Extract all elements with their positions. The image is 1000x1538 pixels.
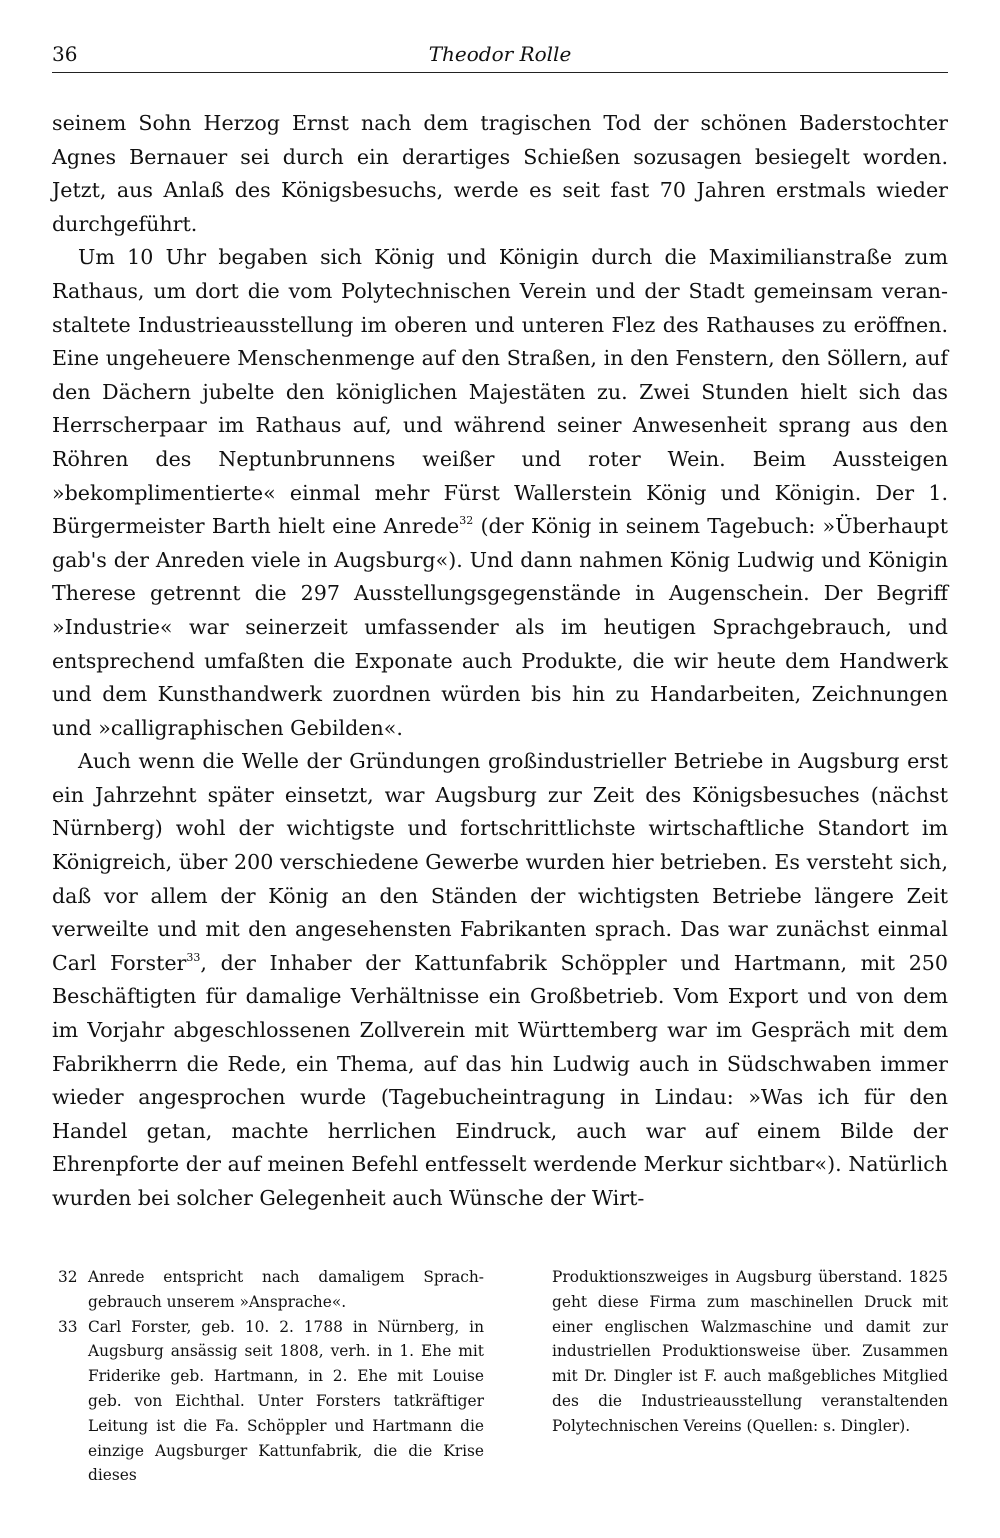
footnote <box>52 1315 484 1489</box>
footnote-continuation-text: Produktionszweiges in Augsburg überstand. 1825 geht diese Firma zum maschinellen Druck mit einer englischen Walzmaschine und damit zur industriellen Produktionsweise über. Zusammen mit Dr. Dingler ist F. auch maßgebliches Mitglied des die Industrieausstellung veranstaltenden Polytechnischen Vereins (Quellen: s. Dingler). <box>552 1268 948 1435</box>
paragraph-text: Auch wenn die Welle der Gründungen großindustrieller Betriebe in Augsburg erst ein Jahrzehnt später einsetzt, war Augsburg zur Zeit des Königsbesuches (nächst Nürnberg) wohl der wichtigste und fortschrittlichste wirtschaftliche Standort im Königreich, über 200 verschiedene Gewerbe wurden hier betrieben. Es versteht sich, daß vor allem der König an den Ständen der wichtigsten Betriebe längere Zeit verweilte und mit den angesehensten Fabrikanten sprach. Das war zunächst einmal Carl Forster <box>52 749 948 975</box>
footnotes <box>52 1265 948 1488</box>
footnote-number: 33 <box>58 1317 78 1336</box>
footnote-continuation <box>552 1265 948 1439</box>
page-number: 36 <box>52 42 78 66</box>
footnote-reference: 33 <box>186 950 201 964</box>
footnotes-right-column <box>552 1265 948 1488</box>
paragraph-text: (der König in seinem Tagebuch: »Überhaupt gab's der Anreden viele in Augsburg«). Und dann nahmen König Ludwig und Königin Therese getrennt die 297 Ausstellungsgegenstände in Augenschein. Der Begriff »Industrie« war seinerzeit umfassender als im heutigen Sprachgebrauch, und entsprechend umfaßten die Exponate auch Produkte, die wir heute dem Handwerk und dem Kunsthandwerk zuordnen würden bis hin zu Handarbeiten, Zeichnungen und »calligraphischen Gebilden«. <box>52 514 948 740</box>
body-text <box>52 107 948 1216</box>
running-title: Theodor Rolle <box>428 42 572 66</box>
paragraph-text: seinem Sohn Herzog Ernst nach dem tragischen Tod der schönen Baderstochter Agnes Bernauer sei durch ein derartiges Schießen sozusagen besiegelt worden. Jetzt, aus Anlaß des Königsbesuchs, werde es seit fast 70 Jahren erstmals wieder durchgeführt. <box>52 111 948 236</box>
paragraph <box>52 745 948 1215</box>
book-page <box>52 38 948 1485</box>
paragraph <box>52 241 948 745</box>
footnotes-left-column <box>52 1265 484 1488</box>
paragraph-text: , der Inhaber der Kattunfabrik Schöppler und Hartmann, mit 250 Beschäftigten für damalige Verhältnisse ein Großbetrieb. Vom Export und von dem im Vorjahr abgeschlossenen Zollverein mit Württemberg war im Gespräch mit dem Fabrikherrn die Rede, ein Thema, auf das hin Ludwig auch in Südschwaben immer wieder angesprochen wurde (Tagebucheintragung in Lindau: »Was ich für den Handel getan, machte herrlichen Eindruck, auch war auf einem Bilde der Ehrenpforte der auf meinen Befehl entfesselt werdende Merkur sichtbar«). Natürlich wurden bei solcher Gelegenheit auch Wünsche der Wirt- <box>52 950 948 1210</box>
paragraph-text: Um 10 Uhr begaben sich König und Königin durch die Maximilianstraße zum Rathaus, um dort die vom Polytechnischen Verein und der Stadt gemeinsam veranstaltete Industrieausstellung im oberen und unteren Flez des Rathauses zu eröffnen. Eine ungeheuere Menschenmenge auf den Straßen, in den Fenstern, den Söllern, auf den Dächern jubelte den königlichen Majestäten zu. Zwei Stunden hielt sich das Herrscherpaar im Rathaus auf, und während seiner Anwesenheit sprang aus den Röhren des Neptunbrunnens weißer und roter Wein. Beim Aussteigen »bekomplimentierte« einmal mehr Fürst Wallerstein König und Königin. Der 1. Bürgermeister Barth hielt eine Anrede <box>52 245 948 539</box>
running-head <box>52 38 948 73</box>
footnote-text: Anrede entspricht nach damaligem Sprachgebrauch unserem »Ansprache«. <box>88 1268 484 1311</box>
paragraph <box>52 107 948 241</box>
footnote-number: 32 <box>58 1268 78 1286</box>
footnote <box>52 1265 484 1315</box>
footnote-text: Carl Forster, geb. 10. 2. 1788 in Nürnberg, in Augsburg ansässig seit 1808, verh. in 1. Ehe mit Friderike geb. Hartmann, in 2. Ehe mit Louise geb. von Eichthal. Unter Forsters tatkräftiger Leitung ist die Fa. Schöppler und Hartmann die einzige Augsburger Kattunfabrik, die die Krise dieses <box>88 1317 484 1485</box>
footnote-reference: 32 <box>459 514 474 528</box>
